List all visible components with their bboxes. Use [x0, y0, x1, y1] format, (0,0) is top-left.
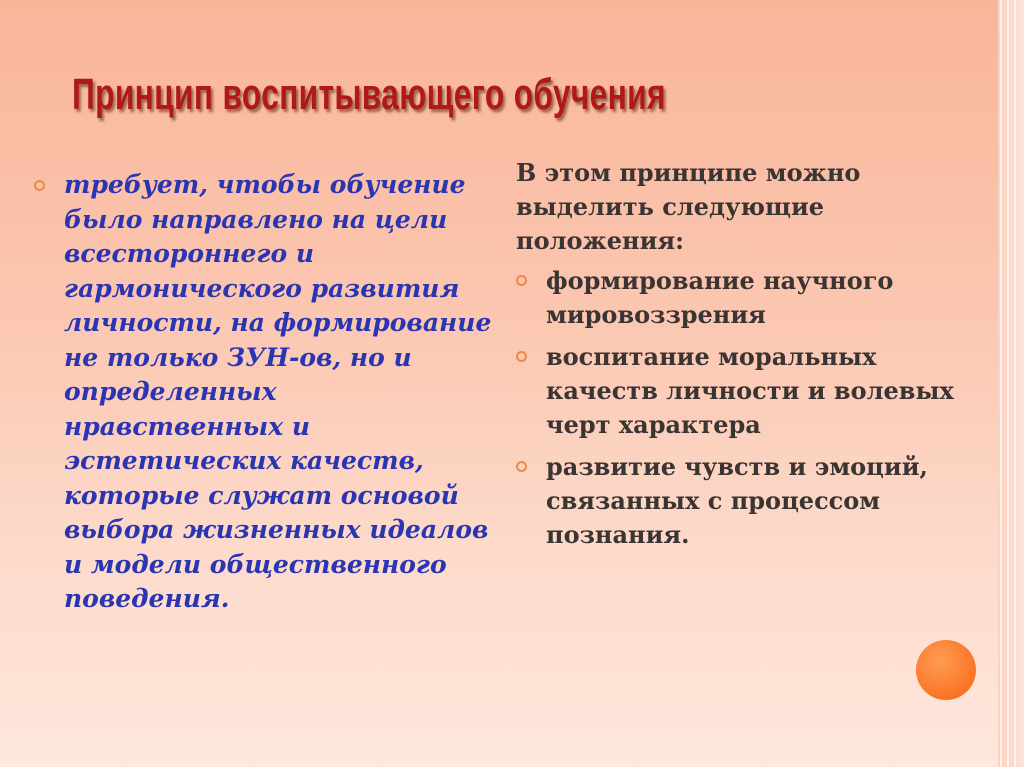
right-bullet-text: развитие чувств и эмоций, связанных с процессом познания. [546, 452, 928, 549]
bullet-icon [516, 351, 527, 362]
bullet-icon [516, 461, 527, 472]
right-bullet-text: воспитание моральных качеств личности и волевых черт характера [546, 342, 954, 439]
right-bullet-item [516, 450, 996, 552]
right-bullet-item [516, 340, 996, 442]
frame-line [1014, 0, 1016, 767]
right-column [516, 156, 996, 560]
frame-line [1007, 0, 1009, 767]
left-bullet-text: требует, чтобы обучение было направлено на цели всестороннего и гармонического развития личности, на формирование не только ЗУН-ов, но и определенных нравственных и эстетических качеств, которые служат основой выбора жизненных идеалов и модели общественного поведения. [64, 170, 492, 613]
decorative-orange-circle [916, 640, 976, 700]
slide-title: Принцип воспитывающего обучения [72, 70, 666, 119]
frame-line [1000, 0, 1002, 767]
left-bullet-item [34, 168, 494, 617]
bullet-icon [516, 275, 527, 286]
right-bullet-item [516, 264, 996, 332]
right-bullet-text: формирование научного мировоззрения [546, 266, 894, 329]
bullet-icon [34, 180, 45, 191]
left-column [34, 168, 494, 617]
right-intro-text: В этом принципе можно выделить следующие положения: [516, 158, 861, 255]
